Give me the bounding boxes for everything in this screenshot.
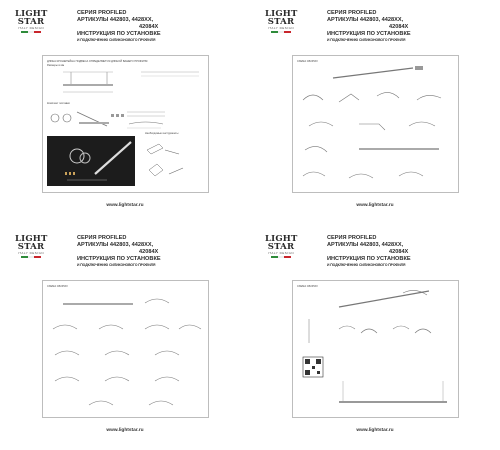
italy-flag-icon <box>271 256 291 258</box>
assembly-caption: СХЕМА СБОРКИ <box>47 285 68 288</box>
step-9-drawings <box>49 393 205 415</box>
series-title: СЕРИЯ PROFILED <box>77 235 127 241</box>
logo-line-2: STAR <box>17 17 45 27</box>
website-url: www.lightstar.ru <box>106 203 144 208</box>
website-url: www.lightstar.ru <box>106 428 144 433</box>
lightstar-logo <box>15 235 47 258</box>
article-numbers-cont: 42084X <box>389 24 409 30</box>
step-1-drawings <box>299 86 455 112</box>
article-numbers-cont: 42084X <box>139 249 159 255</box>
instruction-title: ИНСТРУКЦИЯ ПО УСТАНОВКЕ <box>327 256 411 262</box>
page-header <box>327 235 477 268</box>
article-numbers: АРТИКУЛЫ 442803, 4428XX, <box>327 17 404 23</box>
page-header <box>327 10 477 43</box>
lightstar-logo <box>15 10 47 33</box>
content-frame <box>42 280 209 418</box>
series-title: СЕРИЯ PROFILED <box>327 235 377 241</box>
qr-code-icon <box>299 353 329 383</box>
website-url: www.lightstar.ru <box>356 428 394 433</box>
article-numbers: АРТИКУЛЫ 442803, 4428XX, <box>77 17 154 23</box>
instruction-page-2 <box>258 4 492 221</box>
step-7-drawings <box>49 343 205 365</box>
step-5-drawings <box>49 291 205 315</box>
content-frame <box>42 55 209 193</box>
article-numbers-cont: 42084X <box>139 24 159 30</box>
logo-line-1: LIGHT <box>15 234 48 244</box>
content-frame <box>292 55 459 193</box>
tools-caption: Необходимые инструменты <box>145 132 179 135</box>
page-header <box>77 235 227 268</box>
series-title: СЕРИЯ PROFILED <box>327 10 377 16</box>
dimension-drawing <box>49 70 199 96</box>
instruction-subtitle: И ПОДКЛЮЧЕНИЮ СИЛИКОНОВОГО ПРОФИЛЯ <box>77 263 156 267</box>
logo-subtitle: ITALY DESIGN <box>267 251 295 255</box>
dimension-caption: ДЛИНА КРОНШТЕЙНА ПОДВЕСА ОПРЕДЕЛЯЕТСЯ ДЛИНОЙ ВАШЕГО ПРОФИЛЯ <box>47 60 148 63</box>
kit-photo <box>47 136 135 186</box>
series-title: СЕРИЯ PROFILED <box>77 10 127 16</box>
step-8-drawings <box>49 369 205 391</box>
instruction-title: ИНСТРУКЦИЯ ПО УСТАНОВКЕ <box>327 31 411 37</box>
italy-flag-icon <box>21 31 41 33</box>
assembly-caption: СХЕМА СБОРКИ <box>297 60 318 63</box>
instruction-page-3 <box>8 229 242 446</box>
logo-line-1: LIGHT <box>15 9 48 19</box>
kit-tube-drawing <box>125 108 185 132</box>
tools-drawing <box>139 140 205 188</box>
page-header <box>77 10 227 43</box>
assembly-caption: СХЕМА СБОРКИ <box>297 285 318 288</box>
logo-subtitle: ITALY DESIGN <box>267 26 295 30</box>
logo-line-1: LIGHT <box>265 9 298 19</box>
instruction-page-1 <box>8 4 242 221</box>
logo-line-2: STAR <box>17 242 45 252</box>
italy-flag-icon <box>21 256 41 258</box>
instruction-subtitle: И ПОДКЛЮЧЕНИЮ СИЛИКОНОВОГО ПРОФИЛЯ <box>327 38 406 42</box>
step-6-drawings <box>49 317 205 341</box>
instruction-subtitle: И ПОДКЛЮЧЕНИЮ СИЛИКОНОВОГО ПРОФИЛЯ <box>327 263 406 267</box>
italy-flag-icon <box>271 31 291 33</box>
suspended-profile-drawing <box>323 381 453 413</box>
units-caption: Размеры в мм <box>47 64 65 67</box>
logo-line-1: LIGHT <box>265 234 298 244</box>
instruction-subtitle: И ПОДКЛЮЧЕНИЮ СИЛИКОНОВОГО ПРОФИЛЯ <box>77 38 156 42</box>
step-10-profile-drawing <box>333 287 443 311</box>
step-4-drawings <box>299 162 455 188</box>
instruction-page-4 <box>258 229 492 446</box>
lightstar-logo <box>265 10 297 33</box>
article-numbers: АРТИКУЛЫ 442803, 4428XX, <box>327 242 404 248</box>
step-2-drawings <box>299 114 455 136</box>
step-11-drawings <box>299 315 455 349</box>
logo-subtitle: ITALY DESIGN <box>17 251 45 255</box>
logo-line-2: STAR <box>267 17 295 27</box>
step-profile-drawing <box>323 64 443 84</box>
article-numbers-cont: 42084X <box>389 249 409 255</box>
instruction-title: ИНСТРУКЦИЯ ПО УСТАНОВКЕ <box>77 256 161 262</box>
article-numbers: АРТИКУЛЫ 442803, 4428XX, <box>77 242 154 248</box>
parts-caption: Комплект поставки <box>47 102 70 105</box>
website-url: www.lightstar.ru <box>356 203 394 208</box>
lightstar-logo <box>265 235 297 258</box>
instruction-title: ИНСТРУКЦИЯ ПО УСТАНОВКЕ <box>77 31 161 37</box>
logo-line-2: STAR <box>267 242 295 252</box>
logo-subtitle: ITALY DESIGN <box>17 26 45 30</box>
kit-parts-drawing <box>47 108 127 134</box>
content-frame <box>292 280 459 418</box>
step-3-drawings <box>299 138 455 160</box>
